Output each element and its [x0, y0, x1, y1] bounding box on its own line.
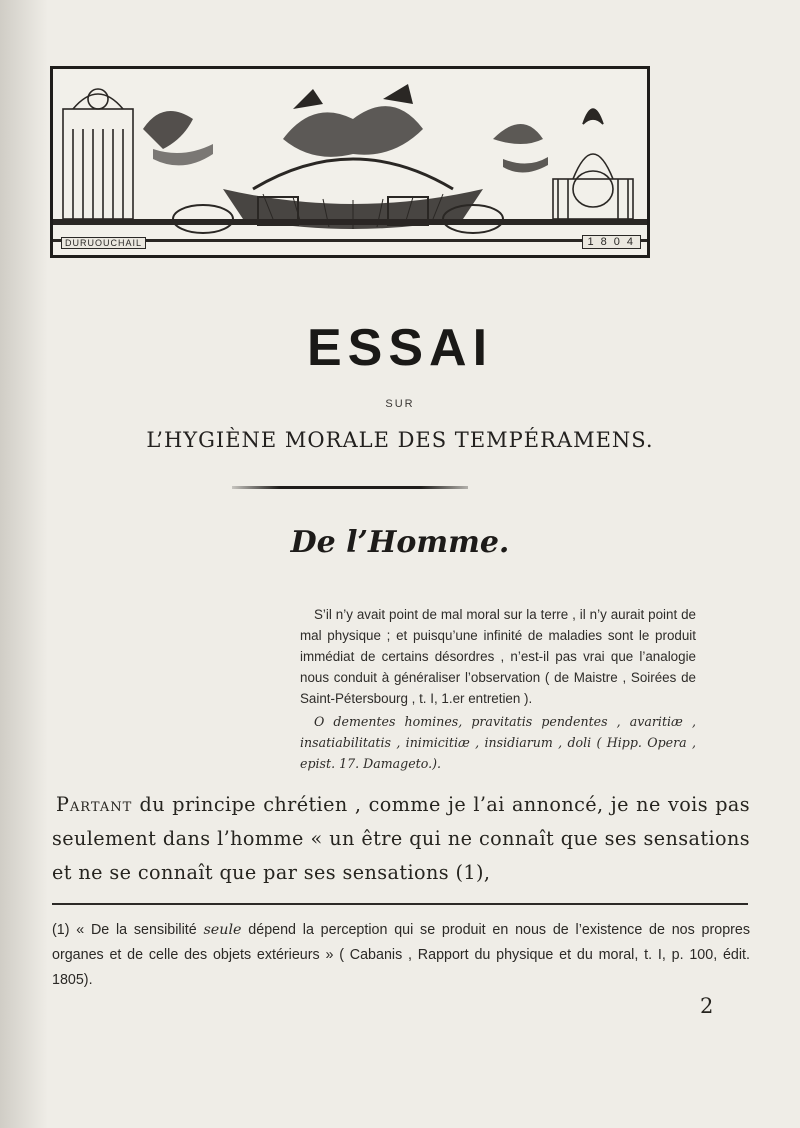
engraved-headpiece [50, 66, 650, 258]
epigraph-text: S’il n’y avait point de mal moral sur la terre , il n’y aurait point de mal physique ; et puisqu’une infinité de maladies sont le produit immédiat de certains désordres , n’est-il pas vrai que l’analogie nous conduit à généraliser l’observation ( de Maistre , Soirées de Saint-Pétersbourg , t. I, 1.er entretien ). [300, 607, 696, 706]
book-subtitle: L’HYGIÈNE MORALE DES TEMPÉRAMENS. [146, 428, 654, 452]
footnote [52, 918, 750, 993]
section-heading: De l’Homme. [290, 525, 510, 560]
epigraph [300, 604, 696, 774]
paragraph-text: du principe chrétien , comme je l’ai annoncé, je ne vois pas seulement dans l’homme « un être qui ne connaît que ses sensations et ne se connaît que par ses sensations (1), [52, 793, 750, 884]
page-gutter-shadow [0, 0, 48, 1128]
page-number: 2 [700, 994, 714, 1018]
title-connector: SUR [385, 398, 415, 410]
footnote-text-after: dépend la perception qui se produit en nous de l’existence de nos propres organes et de celle des objets extérieurs » ( Cabanis , Rapport du physique et du moral, t. I, p. 100, édit. 1805). [52, 922, 751, 988]
footnote-emphasis: seule [203, 922, 242, 938]
footnote-text-before: (1) « De la sensibilité [52, 922, 204, 938]
engraver-signature: DURUOUCHAIL [61, 237, 146, 249]
engraving-date: 1804 [582, 235, 641, 249]
body-paragraph [52, 788, 750, 890]
footnote-divider [52, 903, 748, 905]
headpiece-illustration [53, 69, 647, 255]
epigraph-latin: O dementes homines, pravitatis pendentes , avaritiæ , insatiabilitatis , inimicitiæ , insidiarum , doli ( Hipp. Opera , epist. 17. Damageto.). [300, 714, 696, 771]
title-divider [232, 486, 468, 489]
book-title: ESSAI [306, 319, 494, 377]
paragraph-lead-word: Partant [56, 793, 133, 816]
